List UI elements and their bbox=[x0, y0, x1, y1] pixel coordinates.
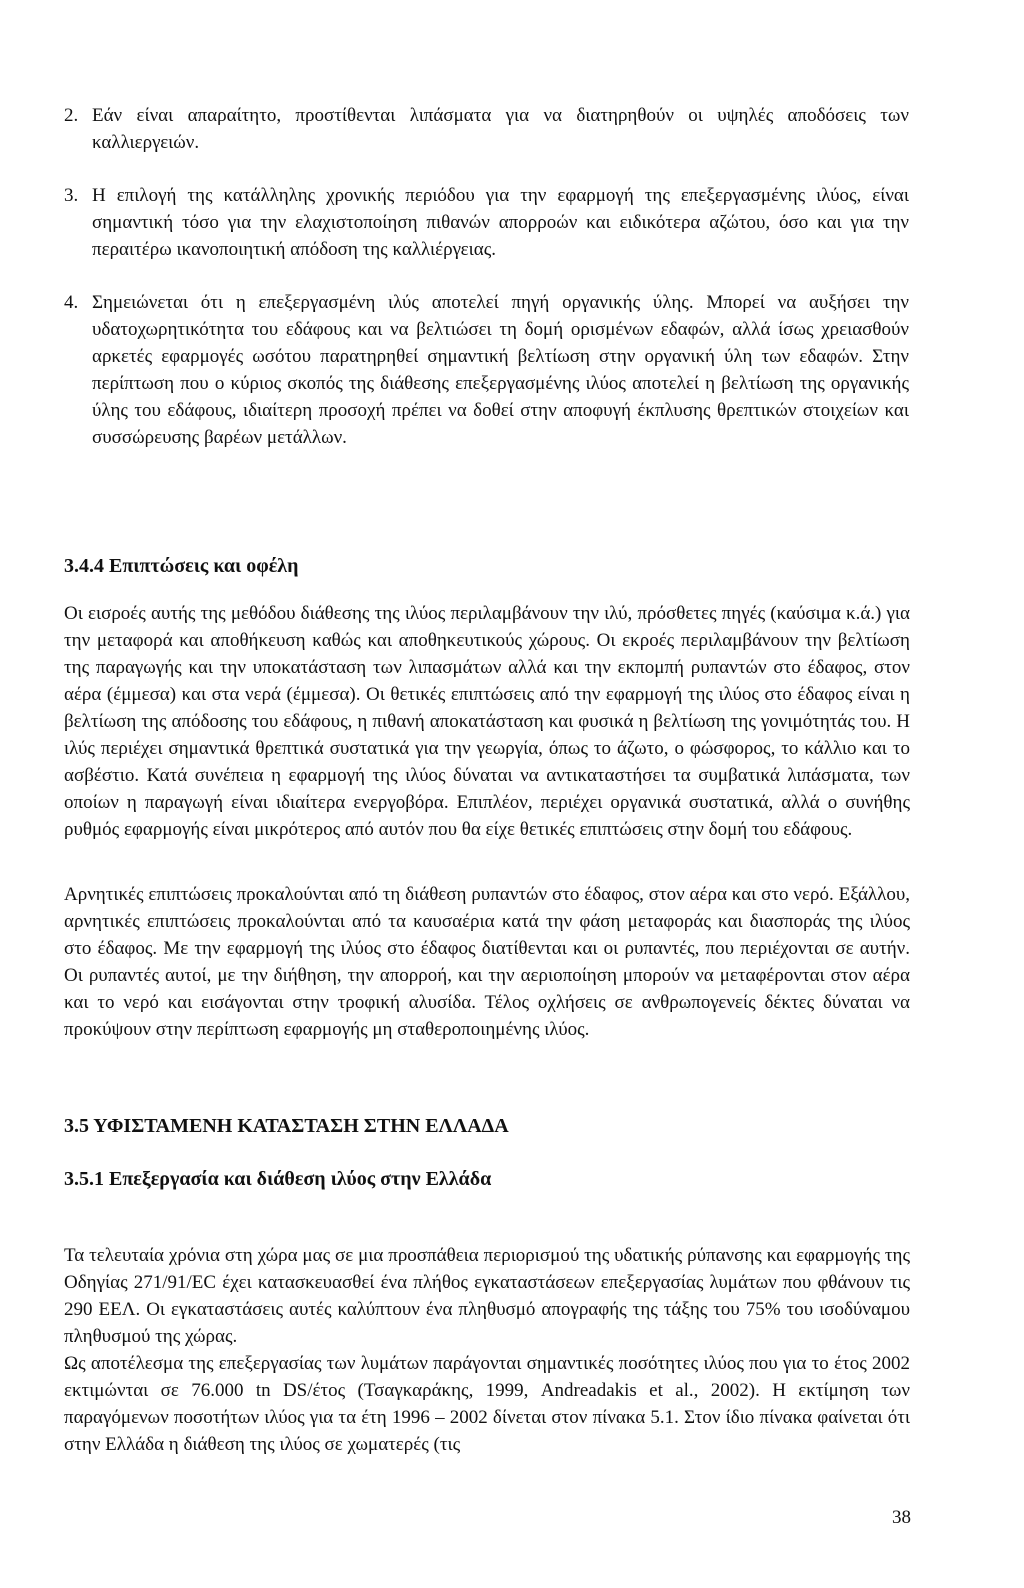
list-item-3 bbox=[64, 182, 909, 263]
list-text: Η επιλογή της κατάλληλης χρονικής περιόδου για την εφαρμογή της επεξεργασμένης ιλύος, είναι σημαντική τόσο για την ελαχιστοποίηση πιθανών απορροών και ειδικότερα αζώτου, όσο και για την περαιτέρω ικανοποιητική απόδοση της καλλιέργειας. bbox=[92, 185, 909, 260]
section-heading-3-4-4: 3.4.4 Επιπτώσεις και οφέλη bbox=[64, 555, 299, 577]
paragraph-sludge-quantities: Ως αποτέλεσμα της επεξεργασίας των λυμάτων παράγονται σημαντικές ποσότητες ιλύος που για το έτος 2002 εκτιμώνται σε 76.000 tn DS/έτος (Τσαγκαράκης, 1999, Andreadakis et al., 2002). Η εκτίμηση των παραγόμενων ποσοτήτων ιλύος για τα έτη 1996 – 2002 δίνεται στον πίνακα 5.1. Στον ίδιο πίνακα φαίνεται ότι στην Ελλάδα η διάθεση της ιλύος σε χωματερές (τις bbox=[64, 1353, 910, 1455]
list-number: 3. bbox=[64, 185, 79, 206]
list-item-4 bbox=[64, 289, 909, 451]
list-number: 4. bbox=[64, 292, 79, 313]
list-text: Εάν είναι απαραίτητο, προστίθενται λιπάσματα για να διατηρηθούν οι υψηλές αποδόσεις των καλλιεργειών. bbox=[92, 105, 909, 153]
section-heading-3-5: 3.5 ΥΦΙΣΤΑΜΕΝΗ ΚΑΤΑΣΤΑΣΗ ΣΤΗΝ ΕΛΛΑΔΑ bbox=[64, 1115, 509, 1137]
paragraph-inputs-outputs: Οι εισροές αυτής της μεθόδου διάθεσης της ιλύος περιλαμβάνουν την ιλύ, πρόσθετες πηγές (καύσιμα κ.ά.) για την μεταφορά και αποθήκευση καθώς και αποθηκευτικούς χώρους. Οι εκροές περιλαμβάνουν την βελτίωση της παραγωγής και την υποκατάσταση των λιπασμάτων αλλά και την εκπομπή ρυπαντών στο έδαφος, στον αέρα (έμμεσα) και στα νερά (έμμεσα). Οι θετικές επιπτώσεις από την εφαρμογή της ιλύος στο έδαφος είναι η βελτίωση της απόδοσης του εδάφους, η πιθανή αποκατάσταση και φυσικά η βελτίωση της γονιμότητάς του. Η ιλύς περιέχει σημαντικά θρεπτικά συστατικά για την γεωργία, όπως το άζωτο, ο φώσφορος, το κάλλιο και το ασβέστιο. Κατά συνέπεια η εφαρμογή της ιλύος δύναται να αντικαταστήσει τα συμβατικά λιπάσματα, των οποίων η παραγωγή είναι ιδιαίτερα ενεργοβόρα. Επιπλέον, περιέχει οργανικά συστατικά, αλλά ο συνήθης ρυθμός εφαρμογής είναι μικρότερος από αυτόν που θα είχε θετικές επιπτώσεις στην δομή του εδάφους. bbox=[64, 603, 910, 840]
page-number: 38 bbox=[892, 1507, 911, 1528]
section-heading-3-5-1: 3.5.1 Επεξεργασία και διάθεση ιλύος στην Ελλάδα bbox=[64, 1168, 492, 1190]
list-text: Σημειώνεται ότι η επεξεργασμένη ιλύς αποτελεί πηγή οργανικής ύλης. Μπορεί να αυξήσει την υδατοχωρητικότητα του εδάφους και να βελτιώσει τη δομή ορισμένων εδαφών, αλλά ίσως χρειασθούν αρκετές εφαρμογές ωσότου παρατηρηθεί σημαντική βελτίωση στην οργανική ύλη των εδαφών. Στην περίπτωση που ο κύριος σκοπός της διάθεσης επεξεργασμένης ιλύος αποτελεί η βελτίωση της οργανικής ύλης του εδάφους, ιδιαίτερη προσοχή πρέπει να δοθεί στην αποφυγή έκπλυσης θρεπτικών στοιχείων και συσσώρευσης βαρέων μετάλλων. bbox=[92, 292, 909, 448]
paragraph-negative-impacts: Αρνητικές επιπτώσεις προκαλούνται από τη διάθεση ρυπαντών στο έδαφος, στον αέρα και στο νερό. Εξάλλου, αρνητικές επιπτώσεις προκαλούνται από τα καυσαέρια κατά την φάση μεταφοράς και διασποράς της ιλύος στο έδαφος. Με την εφαρμογή της ιλύος στο έδαφος διατίθενται και οι ρυπαντές, που περιέχονται σε αυτήν. Οι ρυπαντές αυτοί, με την διήθηση, την απορροή, και την αεριοποίηση μπορούν να μεταφέρονται στον αέρα και το νερό και εισάγονται στην τροφική αλυσίδα. Τέλος οχλήσεις σε ανθρωπογενείς δέκτες δύναται να προκύψουν στην περίπτωση εφαρμογής μη σταθεροποιημένης ιλύος. bbox=[64, 884, 910, 1040]
list-item-2 bbox=[64, 102, 909, 156]
list-number: 2. bbox=[64, 105, 79, 126]
paragraph-treatment-plants: Τα τελευταία χρόνια στη χώρα μας σε μια προσπάθεια περιορισμού της υδατικής ρύπανσης και εφαρμογής της Οδηγίας 271/91/ΕC έχει κατασκευασθεί ένα πλήθος εγκαταστάσεων επεξεργασίας λυμάτων που φθάνουν τις 290 ΕΕΛ. Οι εγκαταστάσεις αυτές καλύπτουν ένα πληθυσμό απογραφής της τάξης του 75% του ισοδύναμου πληθυσμού της χώρας. bbox=[64, 1245, 910, 1347]
